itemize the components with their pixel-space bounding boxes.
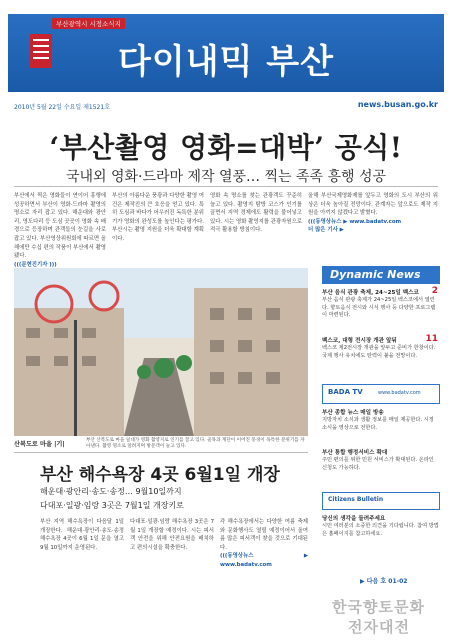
- lead-column-1-text: 부산에서 찍은 영화들이 연이어 흥행에 성공하면서 부산이 영화·드라마 촬영의 명소로 자리 잡고 있다. 해운대와 광안리, 영도다리 등 도심 곳곳이 영화 속 배경으로 등장하며 관객들의 눈길을 사로잡고 있다. 부산영상위원회에 따르면 올해에만 수십 편의 작품이 부산에서 촬영됐다.: [14, 193, 106, 260]
- story2-sub-2: 다대포·일광·임랑 3곳은 7월1일 개장키로: [40, 501, 184, 510]
- sidebar-item-head: 벡스코, 대형 전시장 개관 앞둬: [322, 338, 397, 344]
- sidebar-item[interactable]: [322, 450, 440, 472]
- lead-column-3-text: 영화 속 명소를 찾는 관광객도 꾸준히 늘고 있다. 촬영지 탐방 코스가 인기를 끌면서 지역 경제에도 활력을 불어넣고 있다. 시는 영화 촬영지를 관광자원으로 적극 활용할 방침이다.: [210, 193, 302, 234]
- sidebar-item-body: 주민 편의를 위한 민원 서비스가 확대된다. 온라인 신청도 가능하다.: [322, 457, 434, 471]
- sidebar-item-head: 부산 음식 관광 축제, 24~25일 벡스코: [322, 290, 419, 296]
- photo-tag: 산복도로 마을 |기|: [14, 441, 65, 448]
- divider: [14, 452, 308, 453]
- masthead: [8, 8, 444, 112]
- divider: [14, 186, 438, 187]
- site-url[interactable]: news.busan.go.kr: [357, 100, 438, 109]
- sidebar-item-page: 11: [425, 334, 438, 344]
- story2-headline: 부산 해수욕장 4곳 6월1일 개장: [40, 465, 280, 485]
- bulletin-logo: Citizens Bulletin: [328, 496, 384, 503]
- lead-byline: (((문현진기자 ))): [14, 261, 57, 268]
- sidebar-item-body: 지방자치 소식과 생활 정보를 매일 제공한다. 시정 소식을 영상으로 전한다.: [322, 417, 434, 431]
- lead-column-4-text: 올해 부산국제영화제를 앞두고 영화의 도시 부산의 위상은 더욱 높아질 전망이다. 관계자는 앞으로도 제작 지원을 아끼지 않겠다고 밝혔다.: [308, 193, 438, 217]
- issue-info: 2010년 5월 22일 수요일 제1521호: [14, 104, 110, 111]
- next-issue: ▶ 다음 호 01-02: [360, 578, 408, 585]
- more-link[interactable]: 더 많은 기사 ▶: [308, 227, 344, 234]
- lead-headline: ‘부산촬영 영화=대박’ 공식!: [49, 131, 403, 164]
- sidebar-item-page: 2: [431, 286, 438, 296]
- story2-column-2: [130, 518, 214, 552]
- sidebar-item-head: 부산 통합 행정서비스 확대: [322, 450, 388, 456]
- photo-illustration: [14, 268, 308, 436]
- sidebar-item[interactable]: [322, 334, 440, 360]
- lead-column-3: [210, 192, 302, 235]
- lead-column-2: [112, 192, 204, 244]
- sidebar-item[interactable]: [322, 286, 440, 320]
- watermark-line-2: 전자대전: [348, 618, 410, 636]
- sidebar-item-body: 부산 음식 관광 축제가 24~25일 벡스코에서 열린다. 향토음식 전시와 시식 행사 등 다양한 프로그램이 마련된다.: [322, 297, 436, 319]
- story2-column-3-text: 각 해수욕장에서는 다양한 여름 축제와 문화행사도 열릴 예정이어서 올여름 많은 피서객이 찾을 것으로 기대된다.: [220, 519, 308, 551]
- masthead-title: 다이내믹 부산: [118, 42, 334, 82]
- tv-logo: BADA TV: [328, 388, 363, 396]
- story2-column-2-text: 다대포·일광·임랑 해수욕장 3곳은 7월 1일 개장할 예정이다. 시는 피서객 안전을 위해 안전요원을 배치하고 편의시설을 확충한다.: [130, 519, 214, 551]
- lead-column-2-text: 부산의 아름다운 풍광과 다양한 촬영 여건은 제작진의 큰 호응을 얻고 있다. 특히 도심과 바다가 어우러진 독특한 분위기가 영화의 완성도를 높인다는 평가다. 부산시는 촬영 지원을 더욱 확대할 계획이다.: [112, 193, 204, 242]
- watermark-line-1: 한국향토문화: [332, 598, 425, 616]
- sidebar-item-body: 벡스코 제2전시장 개관을 앞두고 준비가 한창이다. 국제 행사 유치에도 탄력이 붙을 전망이다.: [322, 345, 436, 359]
- photo-caption: 부산 산복도로 마을 일대가 영화 촬영지로 인기를 끌고 있다. 골목과 계단이 이어진 풍경이 독특한 분위기를 자아낸다. 촬영 명소로 알려지며 방문객이 늘고 있다.: [86, 438, 305, 450]
- bulletin-head: 당신의 생각을 들려주세요: [322, 516, 386, 522]
- story2-video-link[interactable]: (((동영상뉴스 ▶ www.badatv.com: [220, 553, 308, 568]
- sidebar-item-head: 부산 종합 뉴스 매일 방송: [322, 410, 384, 416]
- lead-column-4: [308, 192, 438, 235]
- story2-column-1-text: 부산 지역 해수욕장이 다음달 1일 개장한다. 해운대·광안리·송도·송정 해수욕장 4곳이 6월 1일 문을 열고 9월 10일까지 운영된다.: [40, 519, 124, 551]
- story2-sub-1: 해운대·광안리·송도·송정… 9월10일까지: [40, 487, 182, 496]
- sidebar-item[interactable]: [322, 410, 440, 432]
- bulletin-body: 시민 여러분의 소중한 의견을 기다립니다. 참여 방법은 홈페이지를 참고하세요.: [322, 523, 439, 537]
- tv-url[interactable]: www.badatv.com: [378, 390, 421, 396]
- story2-column-1: [40, 518, 124, 552]
- bulletin-item[interactable]: [322, 516, 440, 538]
- masthead-badge: 부산광역시 시정소식지: [52, 18, 125, 29]
- lead-column-1: [14, 192, 106, 269]
- video-link[interactable]: (((동영상뉴스 ▶ www.badatv.com: [308, 218, 402, 225]
- lead-subhead: 국내외 영화·드라마 제작 열풍… 찍는 족족 흥행 성공: [65, 169, 387, 185]
- story2-column-3: [220, 518, 308, 570]
- sidebar-title: Dynamic News: [330, 268, 421, 281]
- lead-photo: [14, 268, 308, 436]
